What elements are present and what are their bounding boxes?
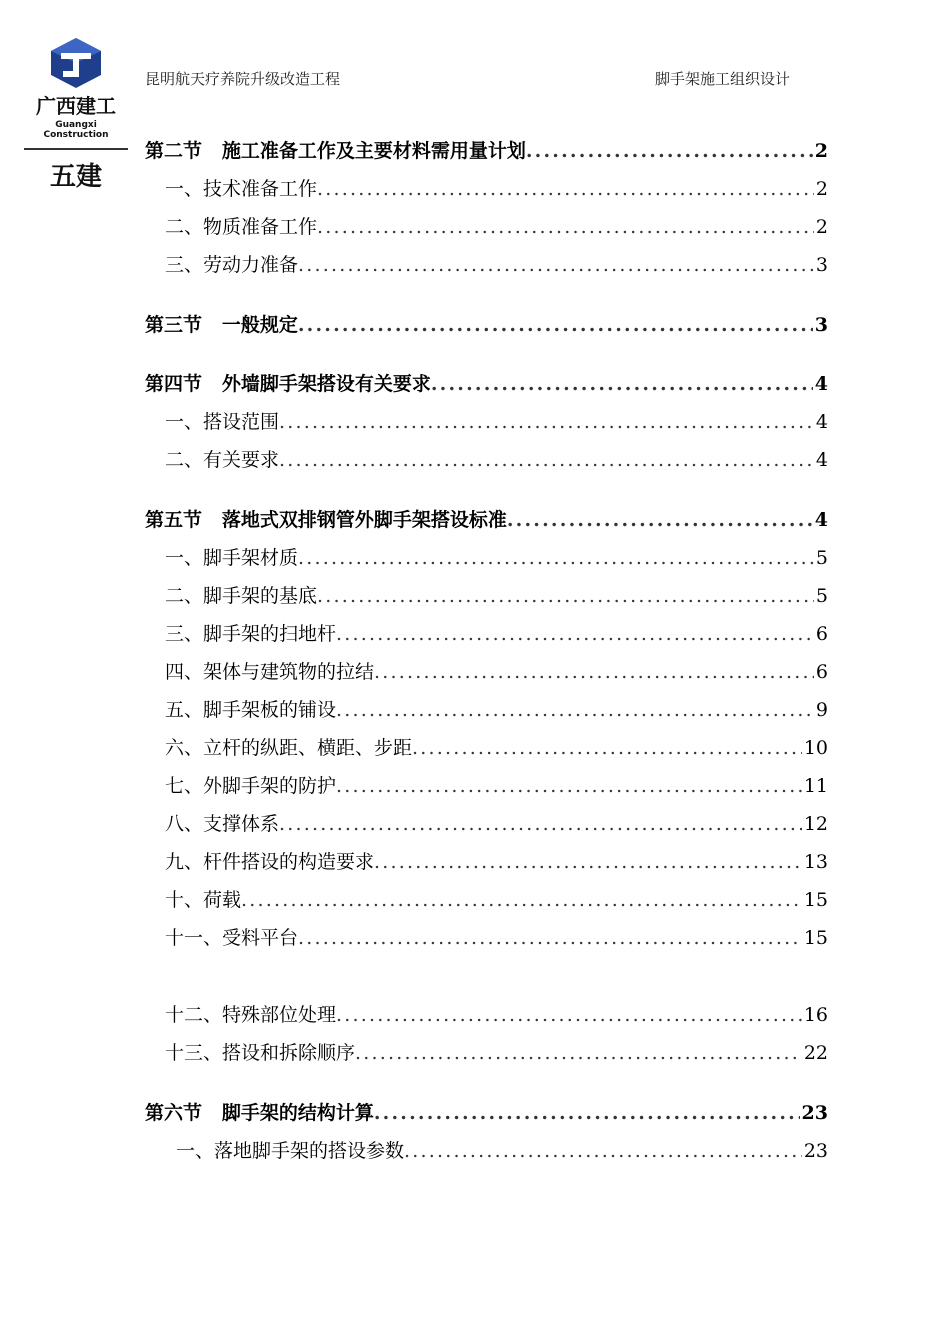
toc-entry-page: 16	[803, 1004, 828, 1026]
toc-entry-page: 6	[815, 623, 828, 645]
toc-entry-label: 十、荷载	[165, 889, 242, 911]
toc-entry-label: 五、脚手架板的铺设	[165, 699, 337, 721]
toc-entry-page: 15	[803, 927, 828, 949]
toc-entry[interactable]	[145, 771, 828, 797]
toc-leader-dots	[507, 509, 813, 531]
toc-leader-dots	[336, 699, 814, 721]
toc-entry-section-5[interactable]	[145, 505, 828, 531]
toc-entry-label: 十一、受料平台	[165, 927, 299, 949]
toc-entry-page: 15	[803, 889, 828, 911]
toc-leader-dots	[404, 1140, 802, 1162]
toc-leader-dots	[336, 1004, 802, 1026]
toc-entry-page: 9	[815, 699, 828, 721]
toc-leader-dots	[298, 314, 813, 336]
toc-entry-page: 10	[803, 737, 828, 759]
toc-leader-dots	[279, 411, 814, 433]
toc-entry[interactable]	[145, 407, 828, 433]
toc-entry-page: 4	[814, 509, 828, 531]
toc-entry-label: 一、搭设范围	[165, 411, 280, 433]
toc-entry[interactable]	[145, 174, 828, 200]
toc-entry-label: 一、落地脚手架的搭设参数	[176, 1140, 405, 1162]
toc-entry-label: 三、脚手架的扫地杆	[165, 623, 337, 645]
toc-leader-dots	[526, 140, 813, 162]
header-project-name: 昆明航天疗养院升级改造工程	[145, 70, 341, 88]
toc-entry-label: 第五节 落地式双排钢管外脚手架搭设标准	[145, 509, 507, 531]
logo-branch: 五建	[49, 162, 102, 192]
toc-entry-label: 九、杆件搭设的构造要求	[165, 851, 375, 873]
logo-company-english: Guangxi Construction	[43, 120, 109, 140]
toc-entry-label: 六、立杆的纵距、横距、步距	[165, 737, 413, 759]
toc-leader-dots	[298, 254, 814, 276]
toc-leader-dots	[374, 661, 814, 683]
toc-entry-page: 2	[815, 178, 828, 200]
toc-entry-section-4[interactable]	[145, 369, 828, 395]
toc-entry-section-3[interactable]	[145, 310, 828, 336]
toc-leader-dots	[317, 216, 814, 238]
toc-entry-label: 十三、搭设和拆除顺序	[165, 1042, 356, 1064]
toc-entry[interactable]	[145, 1038, 828, 1064]
toc-entry-page: 3	[815, 254, 828, 276]
toc-entry[interactable]	[145, 543, 828, 569]
toc-leader-dots	[298, 547, 814, 569]
toc-entry[interactable]	[145, 847, 828, 873]
toc-leader-dots	[336, 623, 814, 645]
toc-entry[interactable]	[145, 250, 828, 276]
toc-entry-label: 一、技术准备工作	[165, 178, 318, 200]
toc-entry[interactable]	[145, 695, 828, 721]
toc-entry-label: 第二节 施工准备工作及主要材料需用量计划	[145, 140, 526, 162]
toc-entry[interactable]	[145, 1000, 828, 1026]
toc-leader-dots	[279, 449, 814, 471]
toc-leader-dots	[317, 585, 814, 607]
toc-entry[interactable]	[145, 445, 828, 471]
toc-entry[interactable]	[145, 733, 828, 759]
toc-entry[interactable]	[145, 809, 828, 835]
toc-entry-label: 第四节 外墙脚手架搭设有关要求	[145, 373, 431, 395]
toc-entry-page: 12	[803, 813, 828, 835]
toc-leader-dots	[412, 737, 802, 759]
toc-entry-page: 23	[801, 1102, 828, 1124]
toc-leader-dots	[298, 927, 802, 949]
toc-entry-page: 23	[803, 1140, 828, 1162]
toc-leader-dots	[279, 813, 802, 835]
toc-leader-dots	[374, 1102, 800, 1124]
toc-entry-label: 八、支撑体系	[165, 813, 280, 835]
toc-entry-label: 第六节 脚手架的结构计算	[145, 1102, 374, 1124]
toc-leader-dots	[241, 889, 802, 911]
toc-entry-label: 二、脚手架的基底	[165, 585, 318, 607]
toc-entry-page: 4	[815, 449, 828, 471]
toc-entry-page: 2	[815, 216, 828, 238]
toc-entry-page: 22	[803, 1042, 828, 1064]
toc-entry-label: 二、物质准备工作	[165, 216, 318, 238]
toc-entry-page: 4	[815, 411, 828, 433]
toc-entry-label: 二、有关要求	[165, 449, 280, 471]
toc-entry[interactable]	[145, 923, 828, 949]
toc-leader-dots	[336, 775, 802, 797]
toc-entry[interactable]	[145, 619, 828, 645]
logo-company-name: 广西建工	[36, 94, 116, 118]
toc-entry[interactable]	[145, 885, 828, 911]
toc-entry-section-6[interactable]	[145, 1098, 828, 1124]
toc-entry-page: 4	[814, 373, 828, 395]
toc-entry-page: 6	[815, 661, 828, 683]
toc-entry-label: 三、劳动力准备	[165, 254, 299, 276]
toc-entry[interactable]	[145, 657, 828, 683]
header-document-title: 脚手架施工组织设计	[655, 70, 791, 88]
toc-entry-label: 七、外脚手架的防护	[165, 775, 337, 797]
toc-entry-page: 3	[814, 314, 828, 336]
toc-entry-page: 13	[803, 851, 828, 873]
toc-entry-page: 5	[815, 547, 828, 569]
toc-leader-dots	[431, 373, 813, 395]
toc-entry-section-2[interactable]	[145, 136, 828, 162]
toc-leader-dots	[374, 851, 802, 873]
toc-entry-label: 第三节 一般规定	[145, 314, 298, 336]
toc-entry[interactable]	[145, 1136, 828, 1162]
toc-leader-dots	[317, 178, 814, 200]
toc-entry-label: 十二、特殊部位处理	[165, 1004, 337, 1026]
toc-entry-page: 5	[815, 585, 828, 607]
toc-entry[interactable]	[145, 212, 828, 238]
toc-entry-label: 四、架体与建筑物的拉结	[165, 661, 375, 683]
toc-entry[interactable]	[145, 581, 828, 607]
toc-entry-page: 11	[803, 775, 828, 797]
toc-leader-dots	[355, 1042, 802, 1064]
toc-entry-label: 一、脚手架材质	[165, 547, 299, 569]
toc-entry-page: 2	[814, 140, 828, 162]
